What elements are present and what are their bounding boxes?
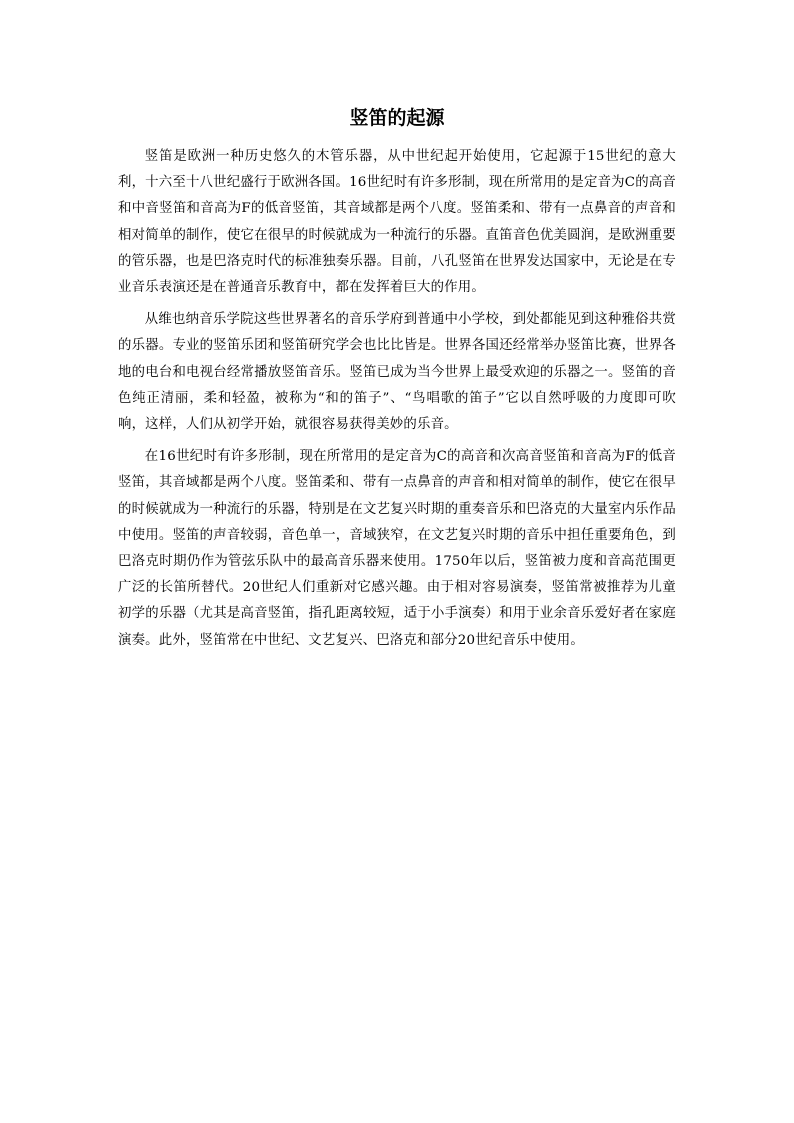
document-title: 竖笛的起源 [349,107,445,129]
paragraph-3: 在16世纪时有许多形制，现在所常用的是定音为C的高音和次高音竖笛和音高为F的低音竖笛，其音域都是两个八度。竖笛柔和、带有一点鼻音的声音和相对简单的制作，使它在很早的时候就成为一种流行的乐器，特别是在文艺复兴时期的重奏音乐和巴洛克的大量室内乐作品中使用。竖笛的声音较弱，音色单一，音域狭窄，在文艺复兴时期的音乐中担任重要角色，到巴洛克时期仍作为管弦乐队中的最高音乐器来使用。1750年以后，竖笛被力度和音高范围更广泛的长笛所替代。20世纪人们重新对它感兴趣。由于相对容易演奏，竖笛常被推荐为儿童初学的乐器（尤其是高音竖笛，指孔距离较短，适于小手演奏）和用于业余音乐爱好者在家庭演奏。此外，竖笛常在中世纪、文艺复兴、巴洛克和部分20世纪音乐中使用。 [118,449,676,648]
paragraph-1: 竖笛是欧洲一种历史悠久的木管乐器，从中世纪起开始使用，它起源于15世纪的意大利，十六至十八世纪盛行于欧洲各国。16世纪时有许多形制，现在所常用的是定音为C的高音和中音竖笛和音高为F的低音竖笛，其音域都是两个八度。竖笛柔和、带有一点鼻音的声音和相对简单的制作，使它在很早的时候就成为一种流行的乐器。直笛音色优美圆润，是欧洲重要的管乐器，也是巴洛克时代的标准独奏乐器。目前，八孔竖笛在世界发达国家中，无论是在专业音乐表演还是在普通音乐教育中，都在发挥着巨大的作用。 [118,149,676,296]
document-body [118,144,676,660]
paragraph-2: 从维也纳音乐学院这些世界著名的音乐学府到普通中小学校，到处都能见到这种雅俗共赏的乐器。专业的竖笛乐团和竖笛研究学会也比比皆是。世界各国还经常举办竖笛比赛，世界各地的电台和电视台经常播放竖笛音乐。竖笛已成为当今世界上最受欢迎的乐器之一。竖笛的音色纯正清丽，柔和轻盈，被称为“和的笛子”、“鸟唱歌的笛子”它以自然呼吸的力度即可吹响，这样，人们从初学开始，就很容易获得美妙的乐音。 [118,312,676,433]
